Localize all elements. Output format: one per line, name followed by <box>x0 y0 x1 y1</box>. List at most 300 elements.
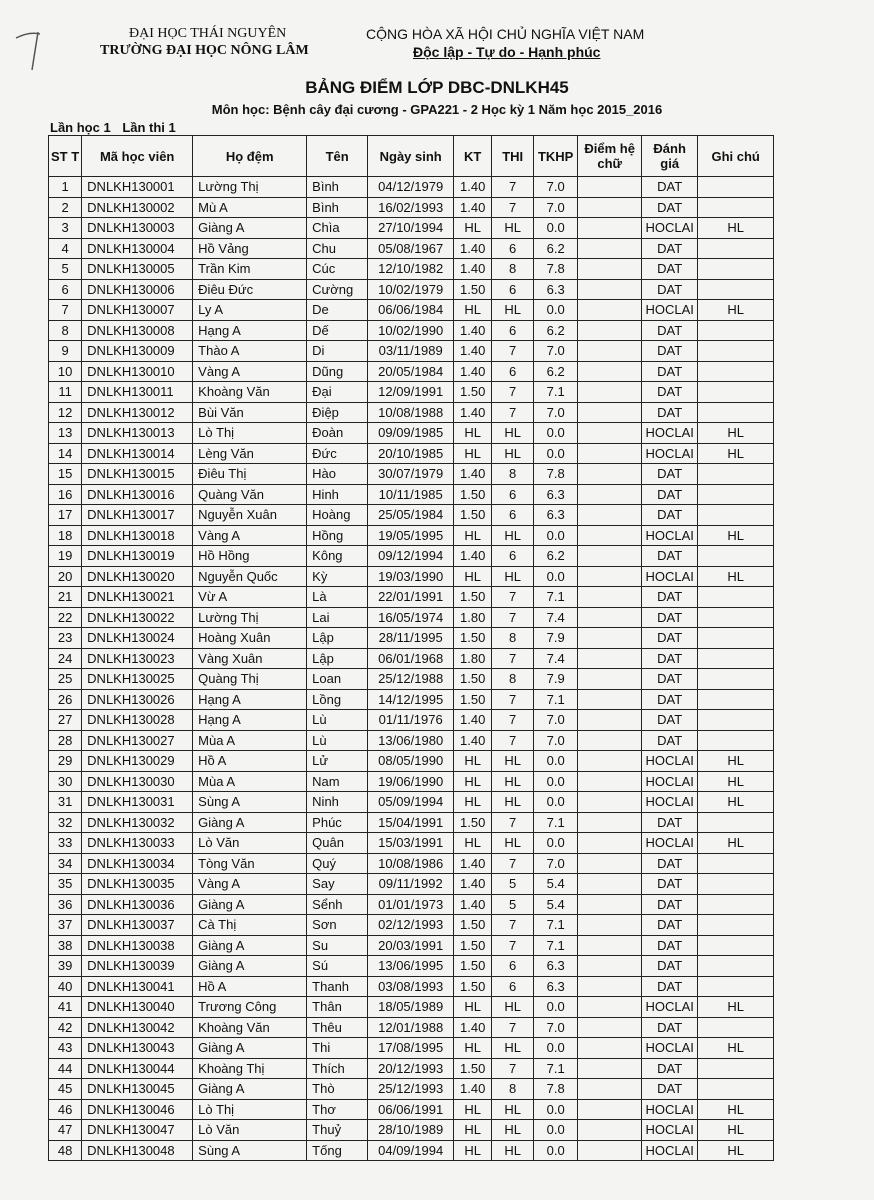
cell-evaluation: HOCLAI <box>642 771 698 792</box>
cell-last-name: Mù A <box>193 197 307 218</box>
cell-tkhp: 6.2 <box>534 546 578 567</box>
cell-thi: 6 <box>492 320 534 341</box>
cell-thi: HL <box>492 751 534 772</box>
cell-notes <box>698 956 774 977</box>
table-row <box>49 361 774 382</box>
cell-tkhp: 0.0 <box>534 566 578 587</box>
cell-letter-grade <box>578 1058 642 1079</box>
table-row <box>49 1038 774 1059</box>
cell-birth-date: 09/12/1994 <box>368 546 454 567</box>
cell-thi: 7 <box>492 648 534 669</box>
cell-letter-grade <box>578 505 642 526</box>
cell-letter-grade <box>578 751 642 772</box>
cell-tkhp: 6.3 <box>534 484 578 505</box>
cell-last-name: Trần Kim <box>193 259 307 280</box>
cell-kt: HL <box>454 833 492 854</box>
cell-last-name: Hoàng Xuân <box>193 628 307 649</box>
cell-notes <box>698 279 774 300</box>
cell-student-id: DNLKH130016 <box>82 484 193 505</box>
cell-notes <box>698 730 774 751</box>
cell-letter-grade <box>578 464 642 485</box>
cell-thi: 5 <box>492 894 534 915</box>
cell-tkhp: 5.4 <box>534 894 578 915</box>
cell-evaluation: DAT <box>642 730 698 751</box>
cell-notes <box>698 341 774 362</box>
cell-evaluation: HOCLAI <box>642 1038 698 1059</box>
cell-evaluation: DAT <box>642 956 698 977</box>
cell-student-id: DNLKH130003 <box>82 218 193 239</box>
cell-student-id: DNLKH130002 <box>82 197 193 218</box>
cell-birth-date: 05/08/1967 <box>368 238 454 259</box>
cell-first-name: Cúc <box>307 259 368 280</box>
cell-tkhp: 7.8 <box>534 464 578 485</box>
cell-birth-date: 12/01/1988 <box>368 1017 454 1038</box>
cell-kt: 1.50 <box>454 382 492 403</box>
cell-evaluation: DAT <box>642 402 698 423</box>
table-row <box>49 812 774 833</box>
cell-stt: 41 <box>49 997 82 1018</box>
cell-kt: 1.40 <box>454 1079 492 1100</box>
cell-birth-date: 09/09/1985 <box>368 423 454 444</box>
cell-letter-grade <box>578 915 642 936</box>
cell-last-name: Giàng A <box>193 218 307 239</box>
cell-notes <box>698 402 774 423</box>
table-row <box>49 546 774 567</box>
cell-birth-date: 05/09/1994 <box>368 792 454 813</box>
table-row <box>49 628 774 649</box>
cell-tkhp: 0.0 <box>534 1140 578 1161</box>
cell-tkhp: 6.3 <box>534 279 578 300</box>
cell-evaluation: HOCLAI <box>642 833 698 854</box>
cell-letter-grade <box>578 997 642 1018</box>
cell-birth-date: 13/06/1980 <box>368 730 454 751</box>
cell-letter-grade <box>578 792 642 813</box>
col-header-kt: KT <box>454 136 492 177</box>
cell-birth-date: 20/05/1984 <box>368 361 454 382</box>
cell-stt: 5 <box>49 259 82 280</box>
cell-student-id: DNLKH130047 <box>82 1120 193 1141</box>
cell-tkhp: 7.0 <box>534 853 578 874</box>
cell-thi: 6 <box>492 976 534 997</box>
cell-notes <box>698 484 774 505</box>
table-row <box>49 976 774 997</box>
cell-thi: 6 <box>492 505 534 526</box>
cell-stt: 16 <box>49 484 82 505</box>
cell-notes: HL <box>698 833 774 854</box>
cell-last-name: Hạng A <box>193 320 307 341</box>
cell-birth-date: 06/01/1968 <box>368 648 454 669</box>
cell-thi: HL <box>492 833 534 854</box>
cell-first-name: Thuỷ <box>307 1120 368 1141</box>
cell-stt: 31 <box>49 792 82 813</box>
cell-tkhp: 6.2 <box>534 361 578 382</box>
cell-evaluation: HOCLAI <box>642 300 698 321</box>
cell-stt: 9 <box>49 341 82 362</box>
table-row <box>49 997 774 1018</box>
cell-first-name: Sơn <box>307 915 368 936</box>
cell-kt: 1.40 <box>454 730 492 751</box>
cell-tkhp: 0.0 <box>534 525 578 546</box>
cell-letter-grade <box>578 566 642 587</box>
cell-birth-date: 03/11/1989 <box>368 341 454 362</box>
cell-birth-date: 25/12/1988 <box>368 669 454 690</box>
cell-thi: 7 <box>492 382 534 403</box>
cell-notes <box>698 976 774 997</box>
cell-thi: HL <box>492 443 534 464</box>
cell-thi: HL <box>492 566 534 587</box>
cell-notes <box>698 361 774 382</box>
cell-tkhp: 0.0 <box>534 1099 578 1120</box>
cell-kt: 1.50 <box>454 956 492 977</box>
cell-first-name: Thơ <box>307 1099 368 1120</box>
table-row <box>49 177 774 198</box>
cell-stt: 19 <box>49 546 82 567</box>
cell-kt: 1.40 <box>454 874 492 895</box>
cell-student-id: DNLKH130035 <box>82 874 193 895</box>
cell-letter-grade <box>578 484 642 505</box>
cell-notes: HL <box>698 792 774 813</box>
cell-kt: 1.40 <box>454 464 492 485</box>
cell-letter-grade <box>578 341 642 362</box>
table-row <box>49 587 774 608</box>
cell-evaluation: DAT <box>642 197 698 218</box>
col-header-birth-date: Ngày sinh <box>368 136 454 177</box>
cell-stt: 47 <box>49 1120 82 1141</box>
cell-student-id: DNLKH130011 <box>82 382 193 403</box>
cell-first-name: Lù <box>307 710 368 731</box>
cell-first-name: Hào <box>307 464 368 485</box>
cell-letter-grade <box>578 730 642 751</box>
cell-first-name: Bình <box>307 177 368 198</box>
cell-tkhp: 7.1 <box>534 812 578 833</box>
cell-tkhp: 0.0 <box>534 997 578 1018</box>
cell-thi: 7 <box>492 402 534 423</box>
cell-letter-grade <box>578 382 642 403</box>
cell-tkhp: 7.8 <box>534 1079 578 1100</box>
cell-notes <box>698 894 774 915</box>
cell-evaluation: DAT <box>642 505 698 526</box>
cell-stt: 24 <box>49 648 82 669</box>
cell-letter-grade <box>578 525 642 546</box>
cell-birth-date: 20/10/1985 <box>368 443 454 464</box>
cell-student-id: DNLKH130044 <box>82 1058 193 1079</box>
cell-kt: 1.40 <box>454 546 492 567</box>
cell-thi: 7 <box>492 853 534 874</box>
cell-kt: 1.50 <box>454 812 492 833</box>
document-title: BẢNG ĐIỂM LỚP DBC-DNLKH45 <box>305 78 569 97</box>
cell-thi: 8 <box>492 464 534 485</box>
cell-stt: 35 <box>49 874 82 895</box>
cell-student-id: DNLKH130042 <box>82 1017 193 1038</box>
cell-thi: 7 <box>492 812 534 833</box>
cell-notes <box>698 464 774 485</box>
cell-birth-date: 27/10/1994 <box>368 218 454 239</box>
cell-student-id: DNLKH130041 <box>82 976 193 997</box>
cell-notes <box>698 505 774 526</box>
cell-tkhp: 6.2 <box>534 238 578 259</box>
cell-last-name: Lò Văn <box>193 1120 307 1141</box>
cell-tkhp: 6.2 <box>534 320 578 341</box>
cell-letter-grade <box>578 648 642 669</box>
study-session: Lần học 1 <box>50 120 111 135</box>
cell-thi: 6 <box>492 956 534 977</box>
cell-notes <box>698 607 774 628</box>
cell-birth-date: 03/08/1993 <box>368 976 454 997</box>
cell-first-name: Lù <box>307 730 368 751</box>
cell-first-name: Dế <box>307 320 368 341</box>
cell-last-name: Trương Công <box>193 997 307 1018</box>
cell-kt: HL <box>454 792 492 813</box>
cell-evaluation: DAT <box>642 935 698 956</box>
cell-first-name: Lử <box>307 751 368 772</box>
cell-thi: 8 <box>492 1079 534 1100</box>
cell-stt: 6 <box>49 279 82 300</box>
cell-thi: HL <box>492 300 534 321</box>
table-row <box>49 484 774 505</box>
cell-letter-grade <box>578 1120 642 1141</box>
cell-tkhp: 7.0 <box>534 341 578 362</box>
table-row <box>49 956 774 977</box>
cell-kt: HL <box>454 443 492 464</box>
cell-notes: HL <box>698 771 774 792</box>
cell-first-name: Thò <box>307 1079 368 1100</box>
cell-last-name: Vàng Xuân <box>193 648 307 669</box>
cell-kt: HL <box>454 423 492 444</box>
cell-student-id: DNLKH130004 <box>82 238 193 259</box>
cell-tkhp: 7.0 <box>534 177 578 198</box>
cell-notes <box>698 812 774 833</box>
col-header-student-id: Mã học viên <box>82 136 193 177</box>
cell-thi: 6 <box>492 546 534 567</box>
cell-evaluation: DAT <box>642 976 698 997</box>
cell-evaluation: DAT <box>642 341 698 362</box>
cell-evaluation: HOCLAI <box>642 1120 698 1141</box>
cell-last-name: Vừ A <box>193 587 307 608</box>
cell-notes: HL <box>698 218 774 239</box>
cell-notes <box>698 710 774 731</box>
cell-evaluation: DAT <box>642 710 698 731</box>
cell-first-name: Phúc <box>307 812 368 833</box>
cell-thi: 7 <box>492 935 534 956</box>
cell-birth-date: 15/03/1991 <box>368 833 454 854</box>
table-row <box>49 915 774 936</box>
cell-evaluation: DAT <box>642 361 698 382</box>
cell-first-name: Quý <box>307 853 368 874</box>
cell-birth-date: 15/04/1991 <box>368 812 454 833</box>
table-row <box>49 689 774 710</box>
cell-letter-grade <box>578 853 642 874</box>
cell-tkhp: 0.0 <box>534 443 578 464</box>
cell-evaluation: DAT <box>642 915 698 936</box>
cell-stt: 8 <box>49 320 82 341</box>
cell-tkhp: 6.3 <box>534 505 578 526</box>
cell-thi: 7 <box>492 710 534 731</box>
cell-thi: HL <box>492 792 534 813</box>
cell-birth-date: 09/11/1992 <box>368 874 454 895</box>
table-row <box>49 279 774 300</box>
cell-evaluation: DAT <box>642 238 698 259</box>
cell-letter-grade <box>578 833 642 854</box>
cell-tkhp: 7.4 <box>534 648 578 669</box>
cell-student-id: DNLKH130037 <box>82 915 193 936</box>
cell-stt: 44 <box>49 1058 82 1079</box>
university-name: ĐẠI HỌC THÁI NGUYÊN <box>129 26 287 41</box>
cell-stt: 18 <box>49 525 82 546</box>
cell-first-name: Kông <box>307 546 368 567</box>
cell-thi: HL <box>492 525 534 546</box>
cell-first-name: Lồng <box>307 689 368 710</box>
table-row <box>49 525 774 546</box>
table-row <box>49 771 774 792</box>
cell-kt: HL <box>454 566 492 587</box>
cell-letter-grade <box>578 607 642 628</box>
table-row <box>49 1058 774 1079</box>
cell-kt: HL <box>454 218 492 239</box>
cell-kt: 1.40 <box>454 1017 492 1038</box>
cell-birth-date: 19/05/1995 <box>368 525 454 546</box>
cell-thi: 6 <box>492 484 534 505</box>
cell-stt: 46 <box>49 1099 82 1120</box>
cell-stt: 7 <box>49 300 82 321</box>
cell-kt: 1.40 <box>454 361 492 382</box>
cell-first-name: Dũng <box>307 361 368 382</box>
cell-stt: 14 <box>49 443 82 464</box>
cell-first-name: Đoàn <box>307 423 368 444</box>
cell-last-name: Hạng A <box>193 710 307 731</box>
cell-notes <box>698 874 774 895</box>
cell-evaluation: HOCLAI <box>642 443 698 464</box>
cell-last-name: Lò Văn <box>193 833 307 854</box>
cell-evaluation: DAT <box>642 874 698 895</box>
col-header-letter-grade: Điểm hệ chữ <box>578 136 642 177</box>
table-row <box>49 505 774 526</box>
cell-birth-date: 28/11/1995 <box>368 628 454 649</box>
document-subtitle: Môn học: Bệnh cây đại cương - GPA221 - 2 Học kỳ 1 Năm học 2015_2016 <box>211 102 663 117</box>
cell-first-name: Đức <box>307 443 368 464</box>
cell-last-name: Khoàng Văn <box>193 382 307 403</box>
cell-notes <box>698 197 774 218</box>
cell-kt: 1.50 <box>454 587 492 608</box>
cell-student-id: DNLKH130018 <box>82 525 193 546</box>
cell-first-name: Đại <box>307 382 368 403</box>
cell-tkhp: 7.1 <box>534 689 578 710</box>
cell-kt: 1.40 <box>454 197 492 218</box>
cell-notes: HL <box>698 525 774 546</box>
cell-student-id: DNLKH130019 <box>82 546 193 567</box>
cell-thi: HL <box>492 423 534 444</box>
cell-last-name: Nguyễn Xuân <box>193 505 307 526</box>
cell-notes <box>698 177 774 198</box>
cell-evaluation: DAT <box>642 1079 698 1100</box>
cell-student-id: DNLKH130046 <box>82 1099 193 1120</box>
cell-letter-grade <box>578 669 642 690</box>
cell-thi: HL <box>492 218 534 239</box>
cell-birth-date: 08/05/1990 <box>368 751 454 772</box>
cell-stt: 38 <box>49 935 82 956</box>
cell-tkhp: 0.0 <box>534 300 578 321</box>
cell-stt: 13 <box>49 423 82 444</box>
cell-student-id: DNLKH130023 <box>82 648 193 669</box>
cell-student-id: DNLKH130001 <box>82 177 193 198</box>
cell-letter-grade <box>578 771 642 792</box>
cell-kt: HL <box>454 997 492 1018</box>
cell-thi: 8 <box>492 669 534 690</box>
cell-stt: 43 <box>49 1038 82 1059</box>
cell-tkhp: 7.0 <box>534 402 578 423</box>
cell-birth-date: 10/08/1986 <box>368 853 454 874</box>
cell-student-id: DNLKH130008 <box>82 320 193 341</box>
cell-birth-date: 13/06/1995 <box>368 956 454 977</box>
cell-thi: 7 <box>492 607 534 628</box>
cell-letter-grade <box>578 628 642 649</box>
cell-last-name: Khoàng Thị <box>193 1058 307 1079</box>
cell-letter-grade <box>578 956 642 977</box>
table-row <box>49 402 774 423</box>
cell-kt: 1.40 <box>454 341 492 362</box>
cell-last-name: Giàng A <box>193 894 307 915</box>
cell-stt: 30 <box>49 771 82 792</box>
school-name: TRƯỜNG ĐẠI HỌC NÔNG LÂM <box>100 43 309 58</box>
cell-first-name: Chu <box>307 238 368 259</box>
cell-student-id: DNLKH130013 <box>82 423 193 444</box>
cell-birth-date: 01/01/1973 <box>368 894 454 915</box>
cell-tkhp: 7.9 <box>534 628 578 649</box>
cell-last-name: Lường Thị <box>193 177 307 198</box>
cell-letter-grade <box>578 894 642 915</box>
cell-last-name: Lò Thị <box>193 1099 307 1120</box>
cell-tkhp: 0.0 <box>534 1120 578 1141</box>
cell-kt: HL <box>454 525 492 546</box>
table-row <box>49 197 774 218</box>
cell-first-name: Bình <box>307 197 368 218</box>
col-header-last-name: Họ đệm <box>193 136 307 177</box>
cell-evaluation: DAT <box>642 628 698 649</box>
table-row <box>49 1079 774 1100</box>
table-row <box>49 833 774 854</box>
cell-letter-grade <box>578 279 642 300</box>
cell-letter-grade <box>578 238 642 259</box>
cell-birth-date: 16/05/1974 <box>368 607 454 628</box>
col-header-tkhp: TKHP <box>534 136 578 177</box>
cell-tkhp: 7.0 <box>534 730 578 751</box>
cell-birth-date: 25/12/1993 <box>368 1079 454 1100</box>
exam-session: Lần thi 1 <box>122 120 176 135</box>
cell-first-name: Sểnh <box>307 894 368 915</box>
table-row <box>49 341 774 362</box>
cell-last-name: Điêu Đức <box>193 279 307 300</box>
cell-last-name: Hồ Vảng <box>193 238 307 259</box>
cell-notes <box>698 382 774 403</box>
cell-notes <box>698 259 774 280</box>
cell-birth-date: 10/02/1990 <box>368 320 454 341</box>
cell-last-name: Lò Thị <box>193 423 307 444</box>
cell-thi: 8 <box>492 259 534 280</box>
cell-kt: 1.40 <box>454 402 492 423</box>
table-row <box>49 566 774 587</box>
cell-birth-date: 06/06/1984 <box>368 300 454 321</box>
cell-student-id: DNLKH130032 <box>82 812 193 833</box>
cell-last-name: Giàng A <box>193 956 307 977</box>
cell-thi: 7 <box>492 1017 534 1038</box>
national-motto: Độc lập - Tự do - Hạnh phúc <box>413 44 601 60</box>
grade-table-body <box>49 177 774 1161</box>
cell-last-name: Vàng A <box>193 361 307 382</box>
cell-last-name: Quàng Thị <box>193 669 307 690</box>
cell-thi: HL <box>492 1140 534 1161</box>
cell-evaluation: HOCLAI <box>642 997 698 1018</box>
cell-notes <box>698 853 774 874</box>
cell-evaluation: HOCLAI <box>642 1099 698 1120</box>
